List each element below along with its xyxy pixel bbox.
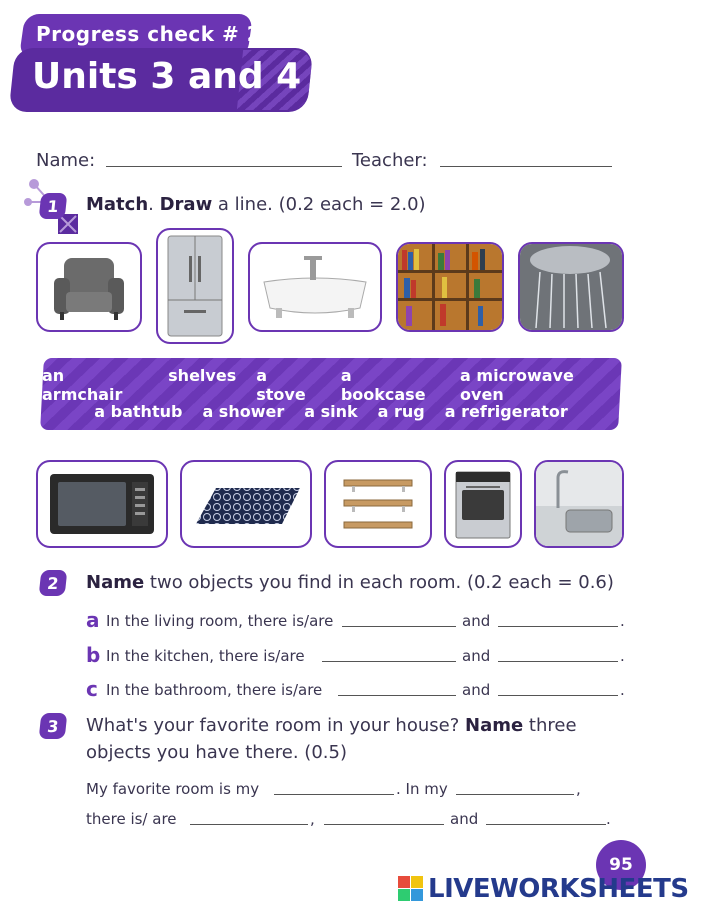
item-a-end: . <box>620 612 625 630</box>
teacher-label: Teacher: <box>352 150 428 171</box>
page-title: Units 3 and 4 <box>32 56 302 97</box>
object-blank-1[interactable] <box>190 824 308 825</box>
in-my-room-blank[interactable] <box>456 794 574 795</box>
item-b-end: . <box>620 647 625 665</box>
item-letter-a: a <box>86 608 100 632</box>
item-b-text: In the kitchen, there is/are <box>106 647 305 665</box>
item-a-blank-2[interactable] <box>498 626 618 627</box>
item-a-and: and <box>462 612 491 630</box>
liveworksheets-logo-icon <box>398 876 424 902</box>
object-blank-3[interactable] <box>486 824 606 825</box>
word-an-armchair: an armchair <box>42 366 123 404</box>
word-a-shower: a shower <box>202 402 285 421</box>
armchair-icon <box>38 244 140 330</box>
exercise-1-number: 1 <box>39 193 68 219</box>
item-c-and: and <box>462 681 491 699</box>
picture-armchair[interactable] <box>36 242 142 332</box>
microwave-icon <box>38 462 166 546</box>
item-b-and: and <box>462 647 491 665</box>
item-b-blank-1[interactable] <box>322 661 456 662</box>
picture-rug[interactable] <box>180 460 312 548</box>
progress-check-subtitle: Progress check # 2 <box>36 22 262 46</box>
word-a-microwave-oven: a microwave oven <box>460 366 574 404</box>
favorite-room-in-my: . In my <box>396 780 448 798</box>
there-is-are-text: there is/ are <box>86 810 177 828</box>
exercise-3-instruction-line-2: objects you have there. (0.5) <box>86 742 347 763</box>
word-a-sink: a sink <box>304 402 358 421</box>
stove-icon <box>446 462 520 546</box>
name-label: Name: <box>36 150 96 171</box>
word-shelves: shelves <box>168 366 237 385</box>
sentence-2-and: and <box>450 810 479 828</box>
exercise-1-instruction: Match. Draw a line. (0.2 each = 2.0) <box>86 194 426 215</box>
item-c-blank-1[interactable] <box>338 695 456 696</box>
exercise-2-number: 2 <box>39 570 68 596</box>
exercise-2-instruction: Name two objects you find in each room. (0.2 each = 0.6) <box>86 572 614 593</box>
sink-icon <box>536 462 622 546</box>
item-c-blank-2[interactable] <box>498 695 618 696</box>
bathtub-icon <box>250 244 380 330</box>
liveworksheets-logo[interactable]: LIVEWORKSHEETS <box>428 874 689 904</box>
item-a-blank-1[interactable] <box>342 626 456 627</box>
item-c-end: . <box>620 681 625 699</box>
picture-bathtub[interactable] <box>248 242 382 332</box>
item-letter-c: c <box>86 677 98 701</box>
favorite-room-sentence-start: My favorite room is my <box>86 780 260 798</box>
word-bank-row-2 <box>42 402 620 421</box>
picture-microwave-oven[interactable] <box>36 460 168 548</box>
item-b-blank-2[interactable] <box>498 661 618 662</box>
shelves-icon <box>326 462 430 546</box>
refrigerator-icon <box>158 230 232 342</box>
word-a-bookcase: a bookcase <box>340 366 426 404</box>
object-blank-2[interactable] <box>324 824 444 825</box>
item-a-text: In the living room, there is/are <box>106 612 334 630</box>
item-letter-b: b <box>86 643 101 667</box>
word-a-rug: a rug <box>377 402 425 421</box>
picture-refrigerator[interactable] <box>156 228 234 344</box>
word-a-refrigerator: a refrigerator <box>444 402 568 421</box>
favorite-room-blank[interactable] <box>274 794 394 795</box>
picture-stove[interactable] <box>444 460 522 548</box>
word-a-bathtub: a bathtub <box>94 402 183 421</box>
shower-icon <box>520 244 622 330</box>
exercise-3-number: 3 <box>39 713 68 739</box>
word-bank-row-1 <box>42 366 620 404</box>
picture-bookcase[interactable] <box>396 242 504 332</box>
name-field[interactable] <box>106 166 342 167</box>
sentence-2-comma: , <box>310 810 315 828</box>
picture-shower[interactable] <box>518 242 624 332</box>
page-number: 95 <box>596 840 646 890</box>
picture-sink[interactable] <box>534 460 624 548</box>
item-c-text: In the bathroom, there is/are <box>106 681 323 699</box>
rug-icon <box>182 462 310 546</box>
bookcase-icon <box>398 244 502 330</box>
exercise-3-instruction-line-1: What's your favorite room in your house? Name three <box>86 715 577 736</box>
sentence-1-comma: , <box>576 780 581 798</box>
picture-shelves[interactable] <box>324 460 432 548</box>
teacher-field[interactable] <box>440 166 612 167</box>
word-a-stove: a stove <box>256 366 306 404</box>
sentence-2-end: . <box>606 810 611 828</box>
